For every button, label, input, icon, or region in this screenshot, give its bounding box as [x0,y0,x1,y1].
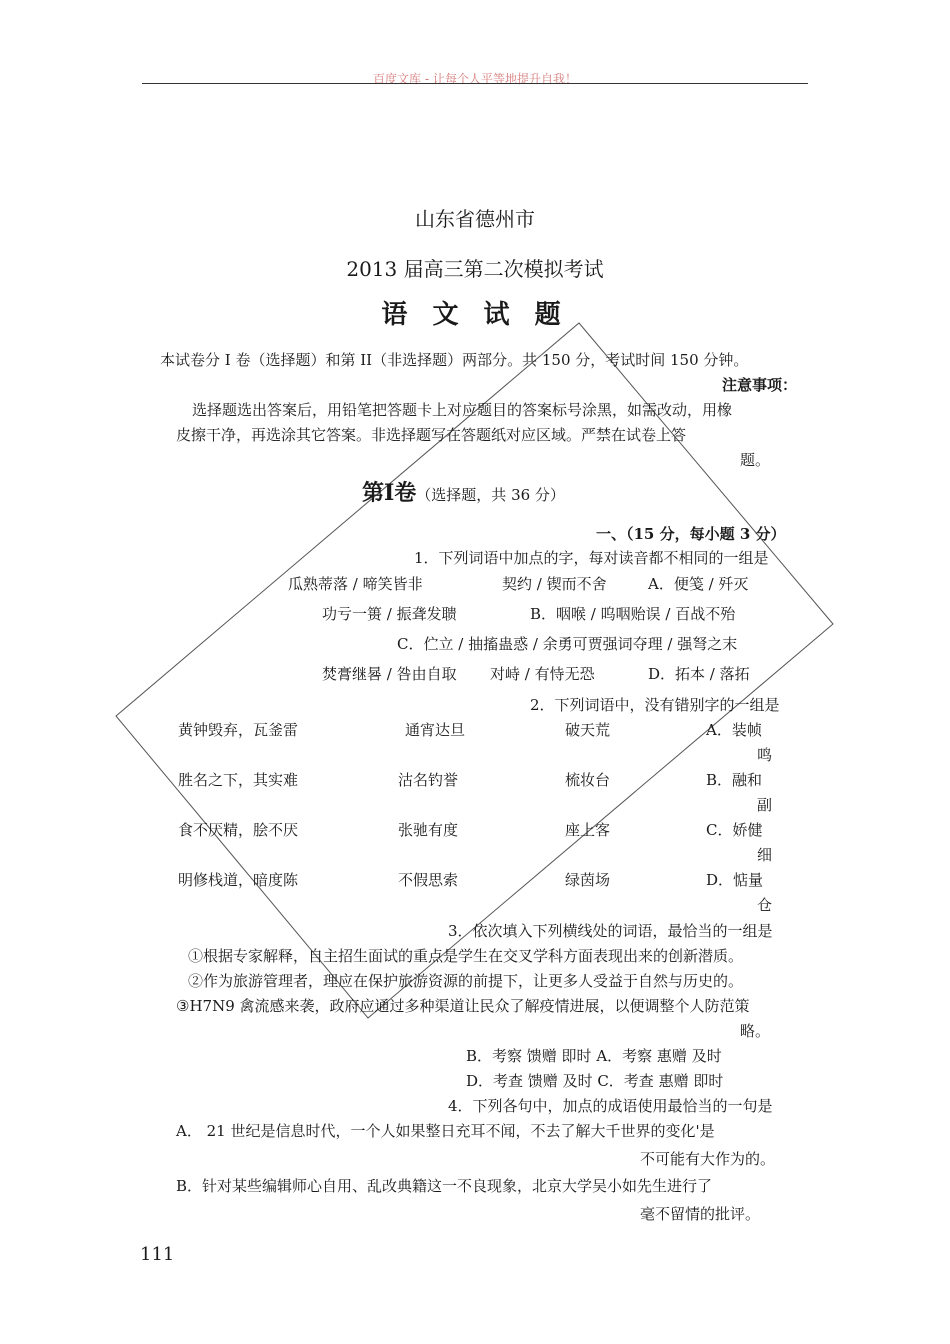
q2-cell: 细 [757,846,773,864]
q1-item: 功亏一篑 / 振聋发聩 [322,605,457,623]
title-subject: 语 文 试 题 [381,300,569,330]
q2-cell: 破天荒 [565,721,611,739]
q3-sentence-3-end: 略。 [740,1022,771,1040]
q2-cell: 不假思索 [398,871,459,889]
q2-cell: 绿茵场 [565,871,611,889]
q2-cell: 通宵达旦 [405,721,466,739]
q2-cell: 食不厌精，脍不厌 [178,821,299,839]
q2-option-c: C．娇健 [706,821,763,839]
q1-item: 瓜熟蒂落 / 啼笑皆非 [288,575,423,593]
q3-sentence-1: ①根据专家解释，自主招生面试的重点是学生在交叉学科方面表现出来的创新潜质。 [188,947,744,965]
section-heading [362,476,565,507]
q2-cell: 座上客 [565,821,611,839]
notice-rule-line1: 选择题选出答案后，用铅笔把答题卡上对应题目的答案标号涂黑，如需改动，用橡 [192,401,733,419]
q4-option-a-end: 不可能有大作为的。 [640,1150,776,1168]
q1-option-c: C．伫立 / 抽搐蛊惑 / 余勇可贾强词夺理 / 强弩之末 [397,635,738,653]
title-region: 山东省德州市 [415,207,535,231]
q2-option-a: A．装帧 [706,721,762,739]
q2-option-d: D．惦量 [706,871,764,889]
q1-option-d: D．拓本 / 落拓 [648,665,750,683]
q1-item: 契约 / 锲而不舍 [502,575,607,593]
q2-cell: 张驰有度 [398,821,459,839]
section-subtitle: （选择题，共 36 分） [416,486,565,504]
q1-option-a: A．便笺 / 歼灭 [648,575,749,593]
intro-description: 本试卷分 I 卷（选择题）和第 II（非选择题）两部分。共 150 分，考试时间 150 分钟。 [160,351,749,369]
q4-option-b: B．针对某些编辑师心自用、乱改典籍这一不良现象，北京大学吴小如先生进行了 [176,1177,713,1195]
header-rule [142,83,808,84]
part-heading: 一、（15 分，每小题 3 分） [596,525,786,543]
q2-cell: 副 [757,796,773,814]
q1-option-b: B．咽喉 / 呜咽贻误 / 百战不殆 [530,605,736,623]
q3-options-ba: B．考察 馈赠 即时 A．考察 惠赠 及时 [466,1047,722,1065]
q2-cell: 鸣 [757,746,773,764]
q3-options-dc: D．考查 馈赠 及时 C．考查 惠赠 即时 [466,1072,724,1090]
q2-cell: 梳妆台 [565,771,611,789]
q3-stem: 3．依次填入下列横线处的词语，最恰当的一组是 [448,922,773,940]
page-number: 111 [140,1244,175,1265]
title-exam: 2013 届高三第二次模拟考试 [346,257,604,281]
q3-sentence-2: ②作为旅游管理者，理应在保护旅游资源的前提下，让更多人受益于自然与历史的。 [188,972,744,990]
notice-rule-line3: 题。 [740,451,771,469]
q1-stem: 1．下列词语中加点的字，每对读音都不相同的一组是 [414,549,769,567]
header-watermark-text: 百度文库 - 让每个人平等地提升自我！ [373,72,577,86]
q4-stem: 4．下列各句中，加点的成语使用最恰当的一句是 [448,1097,773,1115]
q1-item: 对峙 / 有恃无恐 [490,665,595,683]
q4-option-b-end: 毫不留情的批评。 [640,1205,761,1223]
q1-item: 焚膏继晷 / 咎由自取 [322,665,457,683]
q2-stem: 2．下列词语中，没有错别字的一组是 [530,696,780,714]
q3-sentence-3: ③H7N9 禽流感来袭，政府应通过多种渠道让民众了解疫情进展，以便调整个人防范策 [176,997,750,1015]
notice-heading: 注意事项： [722,376,798,394]
section-title: 第Ⅰ卷 [362,480,417,506]
notice-rule-line2: 皮擦干净，再选涂其它答案。非选择题写在答题纸对应区域。严禁在试卷上答 [176,426,687,444]
q2-cell: 黄钟毁弃，瓦釜雷 [178,721,299,739]
q2-cell: 仓 [757,896,773,914]
q4-option-a: A． 21 世纪是信息时代，一个人如果整日充耳不闻，不去了解大千世界的变化'是 [176,1122,715,1140]
q2-cell: 沽名钓誉 [398,771,459,789]
q2-cell: 胜名之下，其实难 [178,771,299,789]
q2-cell: 明修栈道，暗度陈 [178,871,299,889]
q2-option-b: B．融和 [706,771,763,789]
